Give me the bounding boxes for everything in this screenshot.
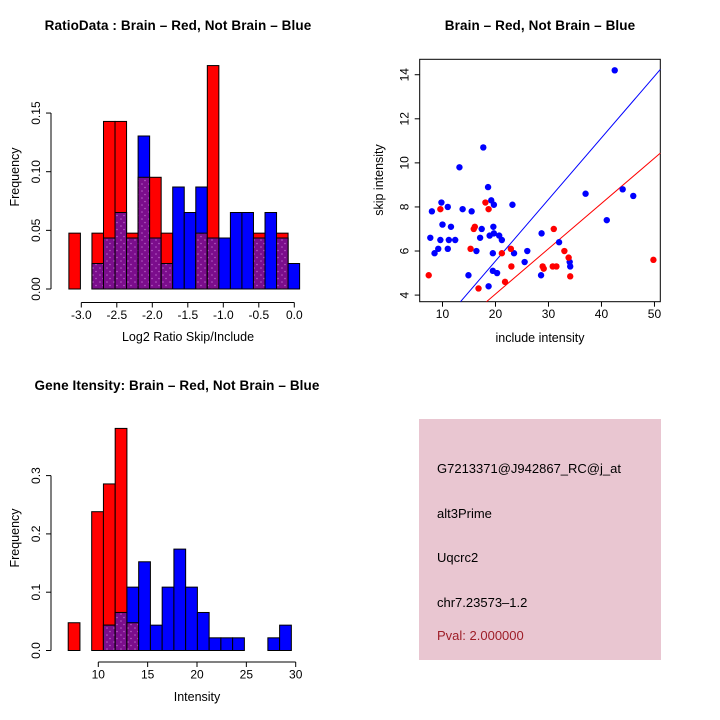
histogram-bars	[69, 66, 300, 289]
svg-text:-3.0: -3.0	[70, 308, 92, 322]
y-axis	[29, 101, 51, 301]
svg-text:0.00: 0.00	[29, 277, 43, 301]
svg-text:0.10: 0.10	[29, 160, 43, 184]
panel-ratio-histogram	[0, 0, 360, 360]
gene-hist-ylabel: Frequency	[8, 508, 22, 568]
svg-text:30: 30	[541, 307, 556, 322]
svg-text:-1.0: -1.0	[212, 308, 234, 322]
y-axis	[398, 68, 420, 299]
svg-text:0.3: 0.3	[29, 467, 43, 484]
panel-gene-info	[360, 360, 720, 720]
svg-text:8: 8	[397, 203, 412, 211]
svg-text:10: 10	[91, 667, 105, 682]
brain-fit-line	[486, 153, 660, 302]
y-axis	[29, 467, 51, 659]
histogram-bars	[68, 428, 291, 650]
x-axis	[92, 662, 303, 682]
svg-text:-2.5: -2.5	[106, 308, 128, 322]
svg-text:0.15: 0.15	[29, 101, 43, 125]
ratio-hist-xlabel: Log2 Ratio Skip/Include	[121, 330, 255, 344]
svg-text:10: 10	[435, 307, 450, 322]
gene-intensity-histogram-plot	[0, 360, 360, 720]
probe-id-text: G7213371@J942867_RC@j_at	[437, 461, 621, 476]
svg-text:40: 40	[594, 307, 609, 322]
svg-text:12: 12	[397, 112, 412, 126]
scatter-xlabel: include intensity	[495, 331, 585, 345]
splice-type-text: alt3Prime	[437, 506, 492, 521]
svg-text:-1.5: -1.5	[177, 308, 199, 322]
svg-text:15: 15	[140, 667, 155, 682]
svg-text:0.05: 0.05	[29, 218, 43, 243]
x-axis	[436, 302, 662, 322]
svg-text:20: 20	[190, 667, 204, 682]
ratio-histogram-plot	[0, 0, 360, 360]
ratio-hist-title: RatioData : Brain – Red, Not Brain – Blue	[44, 18, 312, 33]
x-axis	[71, 303, 303, 323]
gene-info-box	[419, 419, 661, 660]
svg-text:4: 4	[397, 291, 412, 299]
svg-text:25: 25	[239, 667, 254, 682]
not-brain-points	[427, 67, 636, 289]
gene-hist-xlabel: Intensity	[173, 690, 221, 704]
intensity-scatter-plot	[360, 0, 720, 360]
scatter-title: Brain – Red, Not Brain – Blue	[444, 18, 636, 33]
svg-text:0.1: 0.1	[29, 583, 43, 601]
svg-text:10: 10	[397, 156, 412, 170]
panel-intensity-scatter	[360, 0, 720, 360]
svg-text:6: 6	[397, 247, 412, 255]
chromosome-location-text: chr7.23573–1.2	[437, 595, 528, 610]
scatter-ylabel: skip intensity	[372, 144, 386, 216]
svg-text:20: 20	[488, 307, 503, 322]
svg-text:-2.0: -2.0	[141, 308, 163, 322]
svg-text:0.0: 0.0	[285, 308, 303, 322]
gene-hist-title: Gene Itensity: Brain – Red, Not Brain – Blue	[34, 378, 320, 393]
panel-gene-intensity-histogram	[0, 360, 360, 720]
svg-text:14: 14	[397, 68, 412, 82]
pval-text: Pval: 2.000000	[437, 628, 524, 643]
svg-text:0.2: 0.2	[29, 525, 43, 543]
gene-name-text: Uqcrc2	[437, 550, 479, 565]
ratio-hist-ylabel: Frequency	[8, 147, 22, 207]
svg-text:50: 50	[647, 307, 662, 322]
svg-text:30: 30	[289, 667, 303, 682]
svg-text:-0.5: -0.5	[248, 308, 270, 322]
svg-text:0.0: 0.0	[29, 642, 43, 659]
